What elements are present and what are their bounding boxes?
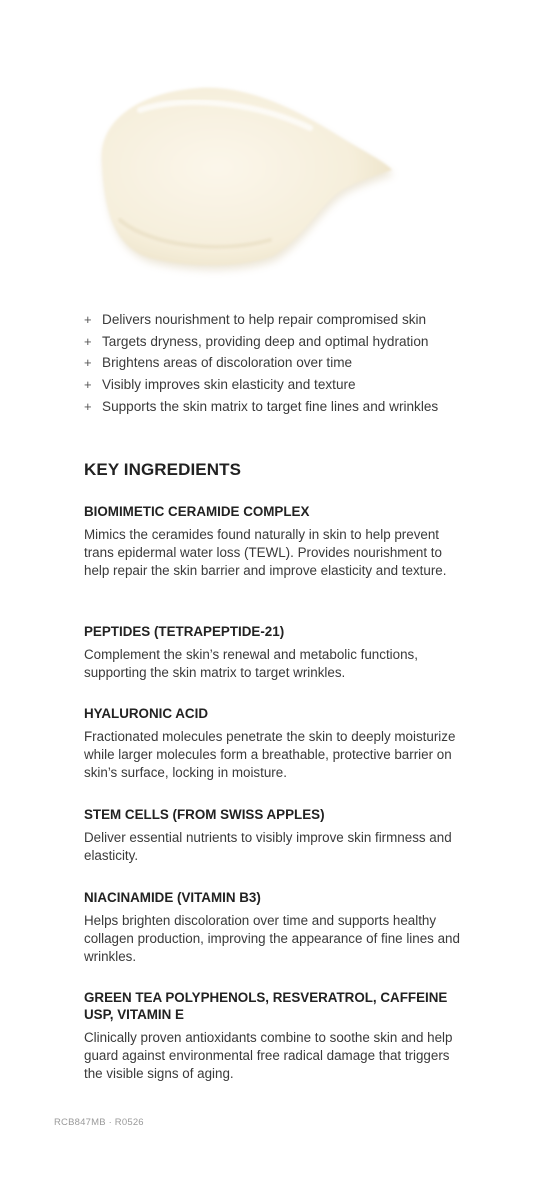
plus-icon: + [84, 377, 92, 393]
product-code: RCB847MB · R0526 [54, 1117, 144, 1128]
ingredient-name: PEPTIDES (TETRAPEPTIDE-21) [84, 624, 285, 639]
benefit-item [84, 309, 524, 331]
benefit-text: Delivers nourishment to help repair compromised skin [102, 312, 427, 327]
benefit-text: Supports the skin matrix to target fine lines and wrinkles [102, 398, 439, 414]
ingredient-block [84, 889, 464, 966]
benefit-item [84, 352, 524, 374]
benefits-list [84, 309, 524, 418]
benefit-item [84, 396, 524, 418]
ingredient-description: Clinically proven antioxidants combine to soothe skin and help guard against environmental free radical damage that triggers the visible signs of aging. [84, 1030, 453, 1081]
ingredient-name: NIACINAMIDE (VITAMIN B3) [84, 890, 261, 905]
benefit-item [84, 331, 524, 353]
ingredient-description: Deliver essential nutrients to visibly improve skin firmness and elasticity. [84, 830, 452, 863]
benefit-text: Targets dryness, providing deep and optimal hydration [102, 333, 429, 349]
ingredient-block [84, 503, 464, 580]
benefit-text: Visibly improves skin elasticity and texture [102, 377, 356, 393]
ingredient-name: BIOMIMETIC CERAMIDE COMPLEX [84, 504, 310, 519]
benefit-item [84, 374, 524, 396]
cream-swatch-image [80, 70, 410, 280]
ingredient-block [84, 989, 464, 1083]
benefit-text: Brightens areas of discoloration over time [102, 355, 353, 371]
ingredient-description: Fractionated molecules penetrate the skin to deeply moisturize while larger molecules form a breathable, protective barrier on skin’s surface, locking in moisture. [84, 729, 456, 780]
ingredient-block [84, 623, 464, 682]
plus-icon: + [84, 312, 92, 327]
ingredient-name: GREEN TEA POLYPHENOLS, RESVERATROL, CAFFEINE USP, VITAMIN E [84, 990, 448, 1022]
ingredient-block [84, 705, 464, 782]
ingredient-block [84, 806, 464, 865]
ingredient-description: Helps brighten discoloration over time and supports healthy collagen production, improving the appearance of fine lines and wrinkles. [84, 913, 460, 964]
key-ingredients-heading: KEY INGREDIENTS [84, 460, 242, 479]
plus-icon: + [84, 333, 92, 349]
ingredient-description: Mimics the ceramides found naturally in skin to help prevent trans epidermal water loss (TEWL). Provides nourishment to help repair the skin barrier and improve elasticity and texture. [84, 527, 447, 578]
plus-icon: + [84, 398, 92, 414]
plus-icon: + [84, 355, 92, 371]
ingredient-name: STEM CELLS (FROM SWISS APPLES) [84, 807, 325, 822]
ingredient-name: HYALURONIC ACID [84, 706, 208, 721]
ingredient-description: Complement the skin’s renewal and metabolic functions, supporting the skin matrix to target wrinkles. [84, 647, 418, 680]
